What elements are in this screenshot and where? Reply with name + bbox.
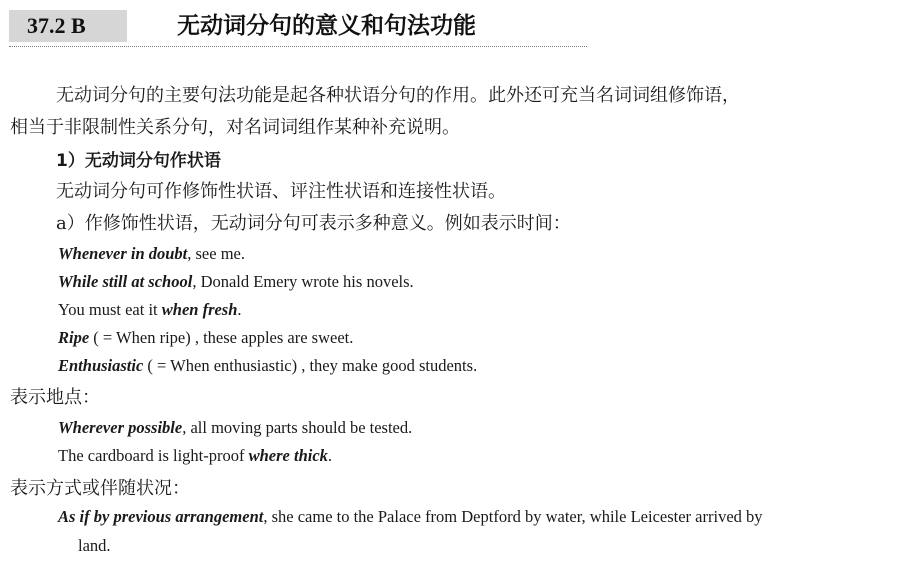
example-line [58,327,353,349]
example-text: , Donald Emery wrote his novels. [192,272,414,291]
example-line [58,355,477,377]
intro-line-1: 无动词分句的主要句法功能是起各种状语分句的作用。此外还可充当名词词组修饰语， [56,85,740,106]
place-label: 表示地点： [10,387,100,408]
example-emphasis: As if by previous arrangement [58,507,264,526]
example-text: The cardboard is light-proof [58,446,249,465]
subsection-heading: 1）无动词分句作状语 [56,151,221,171]
example-text: You must eat it [58,300,162,319]
example-line [58,445,332,467]
example-emphasis: when fresh [161,300,238,319]
example-emphasis: Ripe [58,328,90,347]
manner-label: 表示方式或伴随状况： [10,478,190,499]
example-emphasis: Enthusiastic [58,356,144,375]
example-text: . [237,300,242,319]
example-emphasis: Whenever in doubt [58,244,188,263]
example-line [58,417,412,439]
item-a: a）作修饰性状语，无动词分句可表示多种意义。例如表示时间： [56,213,571,234]
example-text: , all moving parts should be tested. [182,418,413,437]
example-line [58,506,763,528]
example-text: ( = When ripe) , these apples are sweet. [89,328,354,347]
example-text: , she came to the Palace from Deptford by water, while Leicester arrived by [263,507,763,526]
example-continuation: land. [78,536,111,555]
example-text: , see me. [187,244,245,263]
section-number: 37.2 B [9,10,127,42]
example-line [58,243,245,265]
section-header [9,6,587,47]
example-emphasis: where thick [248,446,328,465]
example-text: . [327,446,333,465]
example-emphasis: While still at school [58,272,193,291]
example-line [58,271,414,293]
subsection-desc: 无动词分句可作修饰性状语、评注性状语和连接性状语。 [56,181,506,202]
intro-line-2: 相当于非限制性关系分句，对名词词组作某种补充说明。 [10,117,460,138]
section-title: 无动词分句的意义和句法功能 [177,13,476,39]
example-line [58,299,242,321]
example-text: ( = When enthusiastic) , they make good students. [143,356,478,375]
example-emphasis: Wherever possible [58,418,183,437]
